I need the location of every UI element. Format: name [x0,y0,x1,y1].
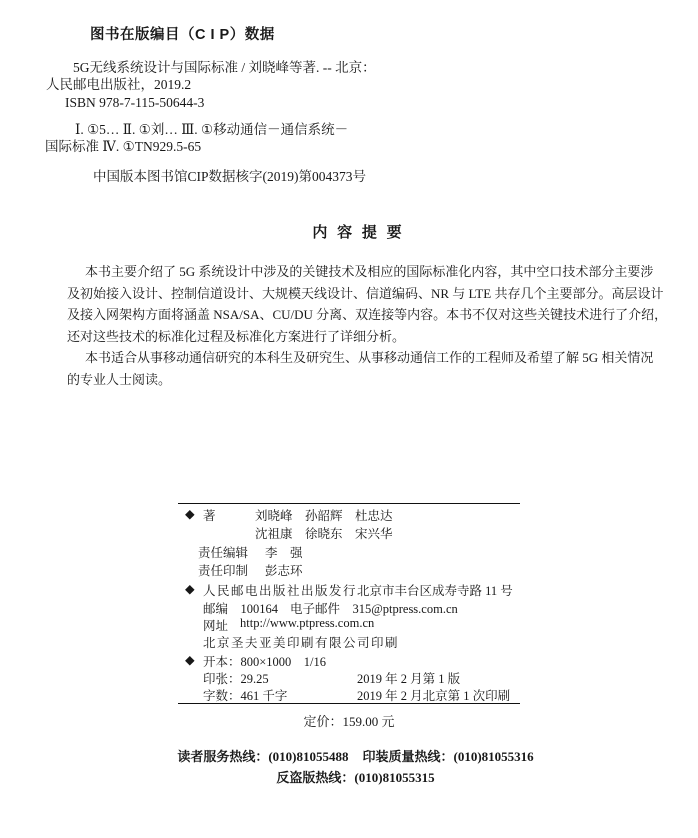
top-rule [178,503,520,504]
printer-row [0,633,698,650]
summary-line: 还对这些技术的标准化过程及标准化方案进行了详细分析。 [67,328,406,344]
summary-line: 及初始接入设计、控制信道设计、大规模天线设计、信道编码、NR 与 LTE 共存几个主要部分。高层设计 [67,285,664,301]
book-title-line: 5G无线系统设计与国际标准 / 刘晓峰等著. -- 北京： [73,60,376,75]
printer-name: 北京圣夫亚美印刷有限公司印刷 [203,636,400,650]
service-hotline-label: 读者服务热线： [177,749,269,764]
hotline-row-2 [0,751,698,802]
editor-name: 李 强 [265,546,303,560]
diamond-bullet-icon: ◆ [185,653,195,667]
print-supervisor-row [0,561,698,578]
quality-hotline-number: (010)81055316 [453,749,534,764]
print-supervisor-label: 责任印制 [198,564,249,578]
editor-label: 责任编辑 [198,546,249,560]
editor-row [0,543,698,560]
cip-record-line: 中国版本图书馆CIP数据核字(2019)第004373号 [93,169,366,184]
publisher-address: 北京市丰台区成寿寺路 11 号 [357,584,513,598]
bottom-rule [178,703,520,704]
antipiracy-hotline-number: (010)81055315 [354,770,435,785]
classification-line-2: 国际标准 Ⅳ. ①TN929.5-65 [45,139,202,154]
website-url: http://www.ptpress.com.cn [240,616,375,630]
sheets-edition-row [0,669,698,686]
summary-line: 的专业人士阅读。 [67,371,172,387]
email: 电子邮件 315@ptpress.com.cn [290,602,458,616]
publisher-date-line: 人民邮电出版社，2019.2 [46,77,192,92]
postcode: 邮编 100164 [203,602,279,616]
summary-paragraphs [67,261,668,390]
wordcount-printing-row [0,686,698,703]
summary-line: 及接入网架构方面将涵盖 NSA/SA、CU/DU 分离、双连接等内容。本书不仅对这些关键技术进行了介绍， [67,307,668,322]
summary-line: 本书主要介绍了 5G 系统设计中涉及的关键技术及相应的国际标准化内容，其中空口技术部分主要涉 [85,264,654,279]
authors-row [0,506,698,523]
author-names: 刘晓峰 孙韶辉 杜忠达 [255,509,393,523]
author-label: 著 [203,509,216,523]
diamond-bullet-icon: ◆ [185,582,195,596]
edition: 2019 年 2 月第 1 版 [357,672,461,686]
diamond-bullet-icon: ◆ [185,507,195,521]
classification-line-1: Ⅰ. ①5… Ⅱ. ①刘… Ⅲ. ①移动通信－通信系统－ [75,122,349,137]
price: 定价：159.00 元 [303,714,395,729]
author-names: 沈祖康 徐晓东 宋兴华 [255,527,393,541]
quality-hotline-label: 印装质量热线： [362,749,454,764]
format-row [0,652,698,669]
print-supervisor-name: 彭志环 [265,564,303,578]
printing-info: 2019 年 2 月北京第 1 次印刷 [357,689,511,703]
publisher-row [0,581,698,598]
website-row [0,616,698,633]
cip-heading: 图书在版编目（C I P）数据 [90,27,275,43]
antipiracy-hotline-label: 反盗版热线： [276,770,355,785]
service-hotline-number: (010)81055488 [268,749,349,764]
authors-row-2 [0,524,698,541]
postcode-email-row [0,599,698,616]
format-spec: 开本：800×1000 1/16 [203,655,327,669]
isbn-line: ISBN 978-7-115-50644-3 [65,95,205,110]
website-label: 网址 [203,619,229,633]
printed-sheets: 印张：29.25 [203,672,269,686]
summary-line: 本书适合从事移动通信研究的本科生及研究生、从事移动通信工作的工程师及希望了解 5G 相关情况 [85,350,654,365]
word-count: 字数：461 千字 [203,689,288,703]
summary-heading: 内 容 提 要 [312,225,405,241]
publisher-name: 人民邮电出版社出版发行 [203,584,358,598]
